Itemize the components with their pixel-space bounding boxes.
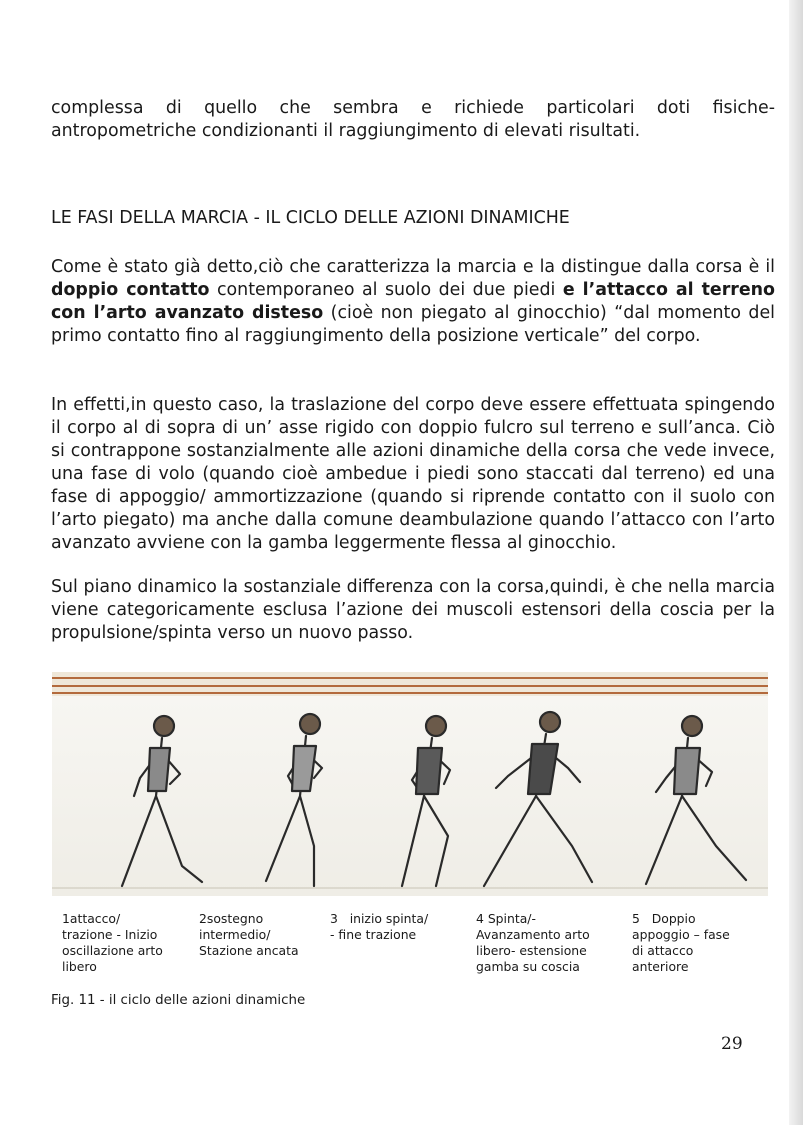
p1-text-3: (cioè non piegato al ginocchio) “dal momento del primo contatto fino al raggiungimento della posizione verticale” del corpo. — [51, 303, 775, 346]
caption-3-line-1: 3 inizio spinta/ — [330, 911, 429, 926]
walker-figure-1 — [122, 716, 202, 886]
walker-figure-2 — [266, 714, 322, 886]
intro-line-2: antropometriche condizionanti il raggiungimento di elevati risultati. — [51, 121, 641, 141]
walker-illustrations — [52, 696, 768, 896]
caption-2-line-2: intermedio/ — [199, 927, 271, 942]
caption-phase-2 — [199, 911, 299, 959]
caption-4-line-2: Avanzamento arto — [476, 927, 590, 942]
figure-stripe-1 — [52, 677, 768, 679]
paragraph-1 — [51, 256, 775, 348]
caption-1-line-2: trazione - Inizio — [62, 927, 158, 942]
walker-figure-5 — [646, 716, 746, 884]
p1-bold-2: e l’attacco al terreno con l’arto avanzato disteso — [51, 280, 775, 323]
caption-phase-4 — [476, 911, 590, 975]
caption-2-line-3: Stazione ancata — [199, 943, 299, 958]
caption-5-line-3: di attacco — [632, 943, 694, 958]
caption-5-line-2: appoggio – fase — [632, 927, 730, 942]
caption-phase-5 — [632, 911, 730, 975]
intro-line-1: complessa di quello che sembra e richiede particolari doti fisiche- — [51, 98, 775, 118]
p1-bold-1: doppio contatto — [51, 280, 210, 300]
caption-1-line-4: libero — [62, 959, 97, 974]
figure-stripe-3 — [52, 692, 768, 694]
caption-phase-1 — [62, 911, 163, 975]
walker-figure-3 — [402, 716, 450, 886]
caption-1-line-1: 1attacco/ — [62, 911, 121, 926]
caption-2-line-1: 2sostegno — [199, 911, 264, 926]
figure-caption: Fig. 11 - il ciclo delle azioni dinamiche — [51, 993, 306, 1008]
paragraph-3: Sul piano dinamico la sostanziale differenza con la corsa,quindi, è che nella marcia viene categoricamente esclusa l’azione dei muscoli estensori della coscia per la propulsione/spinta verso un nuovo passo. — [51, 577, 775, 643]
caption-1-line-3: oscillazione arto — [62, 943, 163, 958]
caption-3-line-2: - fine trazione — [330, 927, 417, 942]
section-heading: LE FASI DELLA MARCIA - IL CICLO DELLE AZIONI DINAMICHE — [51, 208, 570, 228]
page-number: 29 — [721, 1034, 743, 1054]
p1-text-2: contemporaneo al suolo dei due piedi — [209, 280, 563, 300]
intro-paragraph — [51, 97, 775, 143]
caption-5-line-1: 5 Doppio — [632, 911, 696, 926]
paragraph-2: In effetti,in questo caso, la traslazione del corpo deve essere effettuata spingendo il corpo al di sopra di un’ asse rigido con doppio fulcro sul terreno e sull’anca. Ciò si contrappone sostanzialmente alle azioni dinamiche della corsa che vede invece, una fase di volo (quando cioè ambedue i piedi sono staccati dal terreno) ed una fase di appoggio/ ammortizzazione (quando si riprende contatto con il suolo con l’arto piegato) ma anche dalla comune deambulazione quando l’attacco con l’arto avanzato avviene con la gamba leggermente flessa al ginocchio. — [51, 395, 775, 553]
caption-4-line-1: 4 Spinta/- — [476, 911, 536, 926]
caption-phase-3 — [330, 911, 428, 943]
walker-figure-4 — [484, 712, 592, 886]
p1-text-1: Come è stato già detto,ciò che caratterizza la marcia e la distingue dalla corsa è il — [51, 257, 775, 277]
caption-4-line-3: libero- estensione — [476, 943, 587, 958]
figure-stripe-2 — [52, 685, 768, 687]
walker-sequence-image — [52, 696, 768, 896]
caption-5-line-4: anteriore — [632, 959, 689, 974]
caption-4-line-4: gamba su coscia — [476, 959, 580, 974]
page-edge-shadow — [789, 0, 803, 1125]
race-walking-figure — [52, 672, 768, 907]
